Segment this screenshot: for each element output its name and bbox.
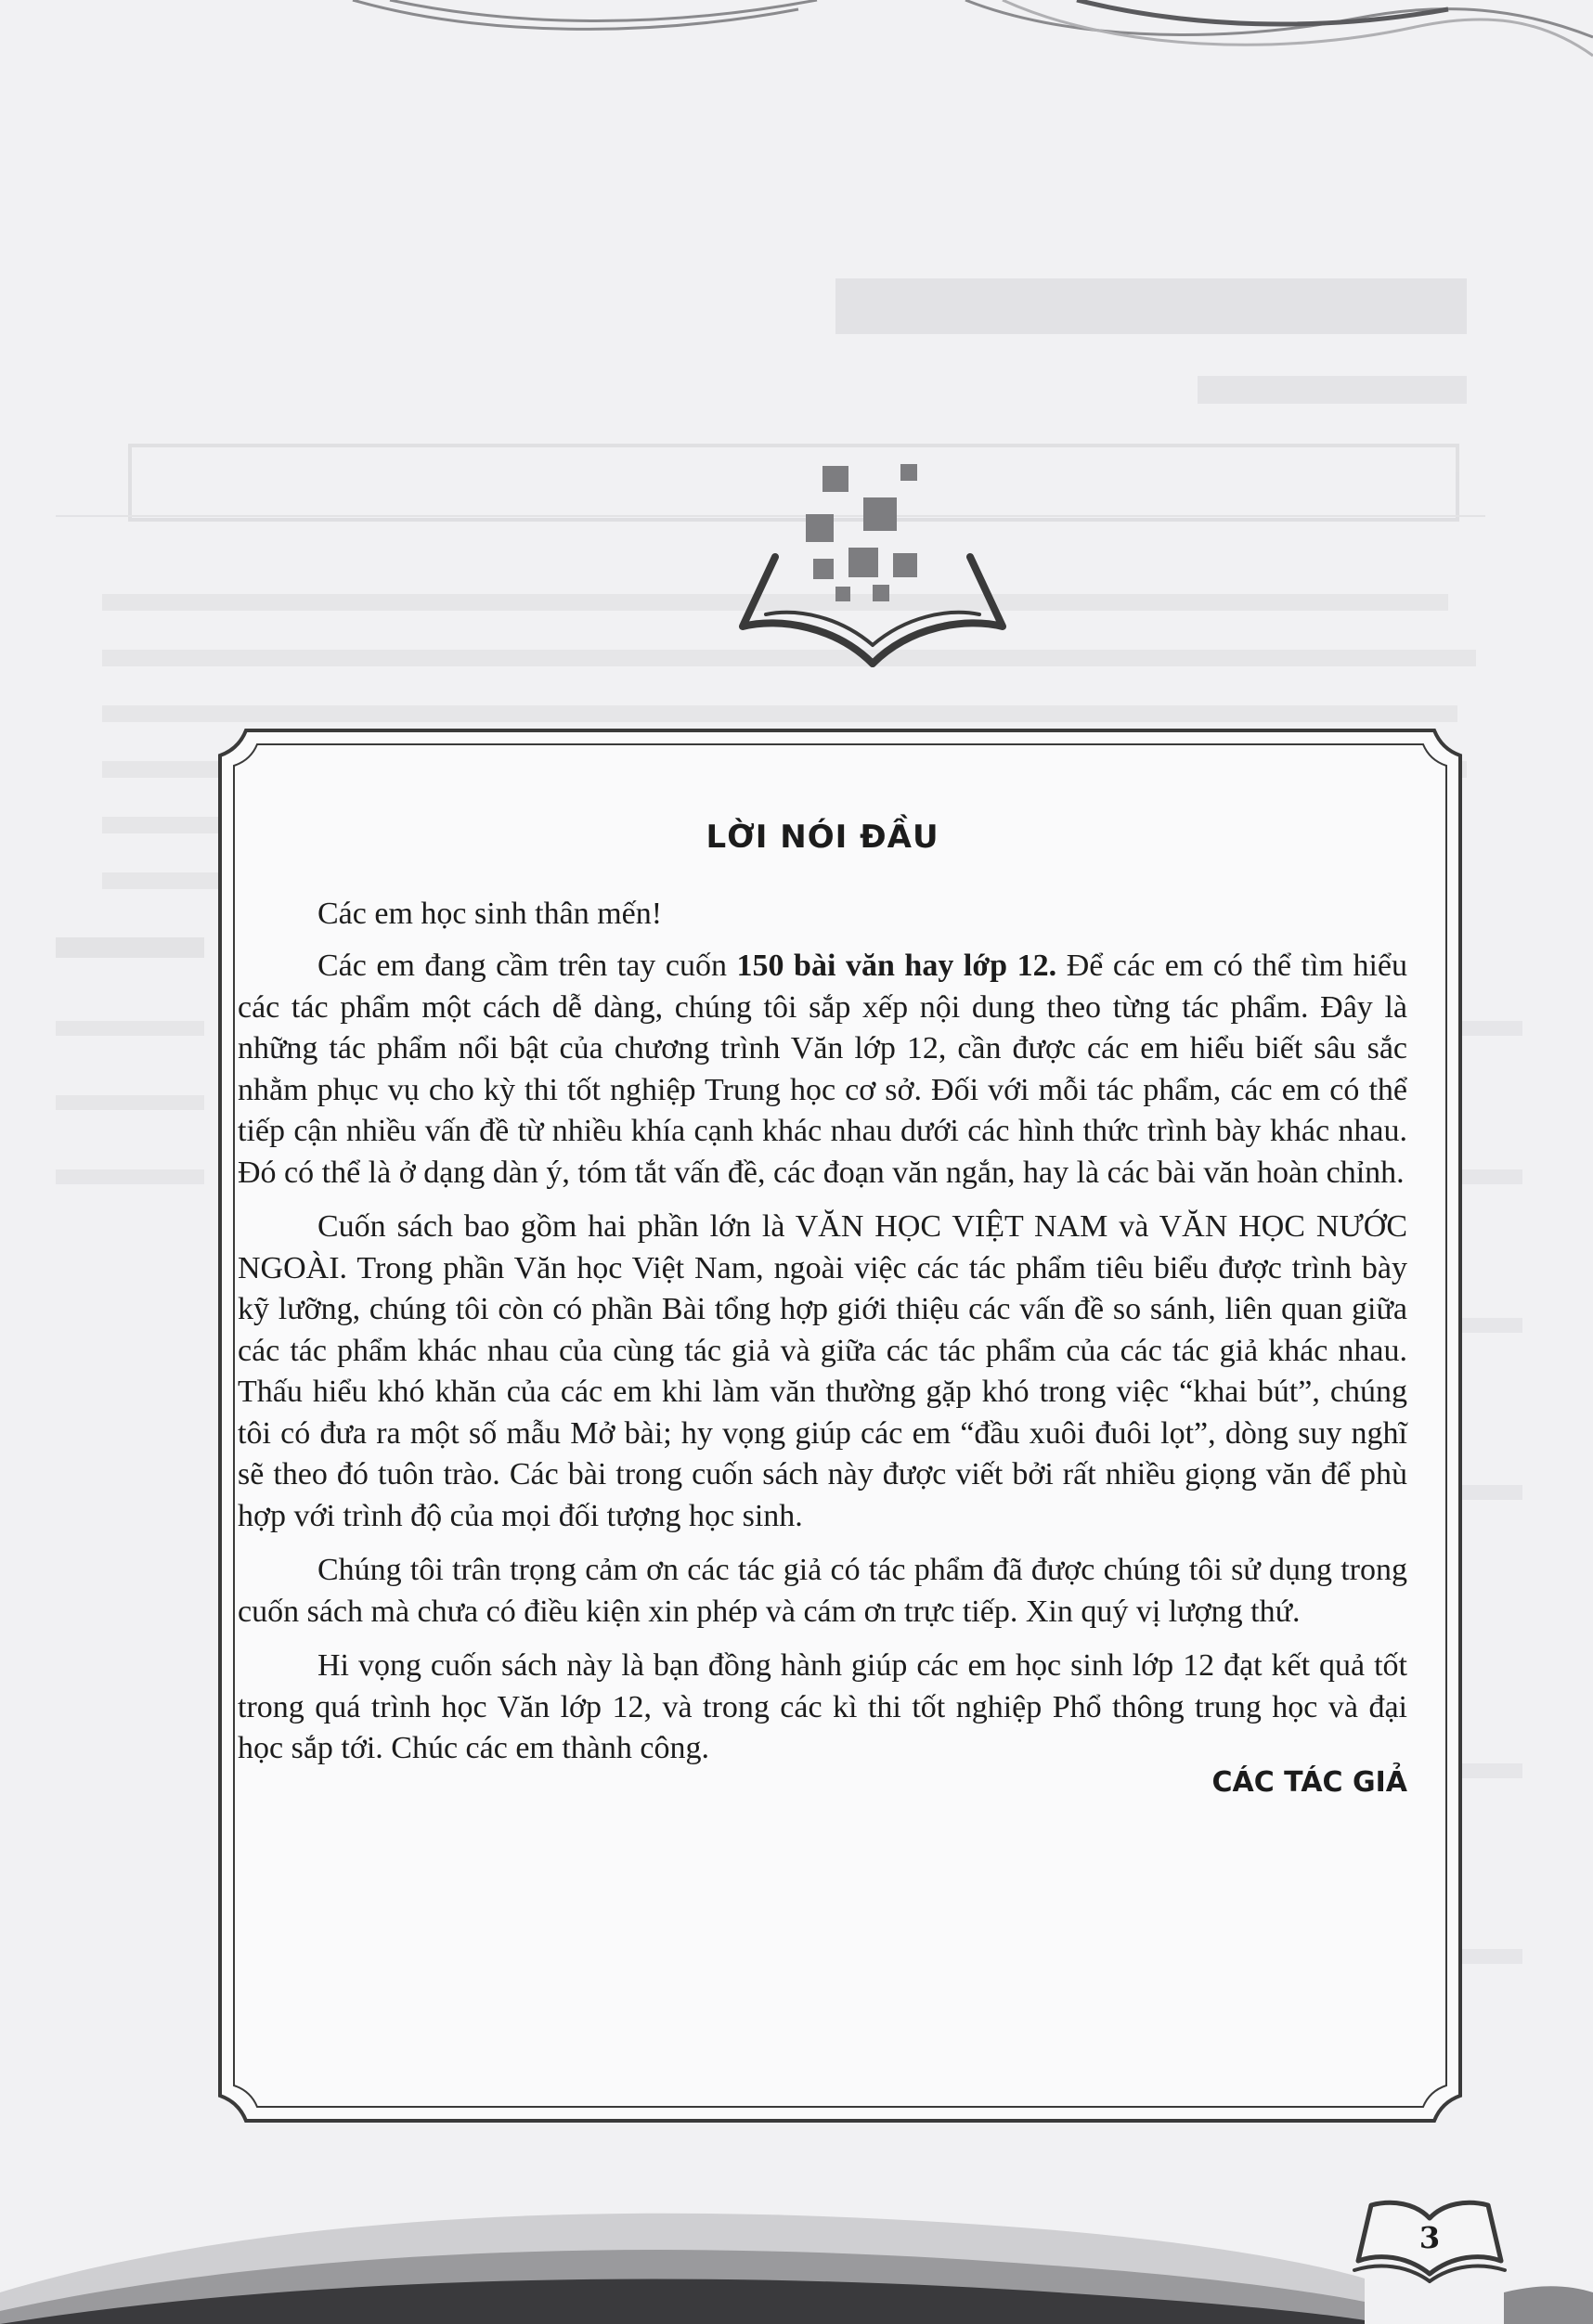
open-book-emblem-icon (733, 455, 1012, 687)
page-number: 3 (1418, 2220, 1441, 2255)
paragraph-intro-lead: Các em đang cầm trên tay cuốn (317, 949, 737, 983)
paragraph-structure: Cuốn sách bao gồm hai phần lớn là VĂN HỌC VIỆT NAM và VĂN HỌC NƯỚC NGOÀI. Trong phần Văn học Việt Nam, ngoài việc các tác phẩm tiêu biểu được trình bày kỹ lưỡng, chúng tôi còn có phần Bài tổng hợp giới thiệu các vấn đề so sánh, liên quan giữa các tác phẩm khác nhau của cùng tác giả và giữa các tác phẩm của các tác giả khác nhau. Thấu hiểu khó khăn của các em khi làm văn thường gặp khó trong việc “khai bút”, chúng tôi có đưa ra một số mẫu Mở bài; hy vọng giúp các em “đầu xuôi đuôi lọt”, dòng suy nghĩ sẽ theo đó tuôn trào. Các bài trong cuốn sách này được viết bởi rất nhiều giọng văn để phù hợp với trình độ của mọi đối tượng học sinh. (238, 1209, 1407, 1533)
preface-content (238, 798, 1407, 1803)
paragraph-intro (238, 946, 1407, 1194)
paragraph-intro-body: Để các em có thể tìm hiểu các tác phẩm một cách dễ dàng, chúng tôi sắp xếp nội dung theo từng tác phẩm. Đây là những tác phẩm nổi bật của chương trình Văn lớp 12, cần được các em hiểu biết sâu sắc nhằm phục vụ cho kỳ thi tốt nghiệp Trung học cơ sở. Đối với mỗi tác phẩm, các em có thể tiếp cận nhiều vấn đề từ nhiều khía cạnh khác nhau dưới các hình thức trình bày khác nhau. Đó có thể là ở dạng dàn ý, tóm tắt vấn đề, các đoạn văn ngắn, hay là các bài văn hoàn chỉnh. (238, 949, 1407, 1190)
signature: CÁC TÁC GIẢ (1211, 1765, 1407, 1799)
top-swirl-ornament (353, 0, 1593, 56)
paragraph-wishes: Hi vọng cuốn sách này là bạn đồng hành giúp các em học sinh lớp 12 đạt kết quả tốt trong quá trình học Văn lớp 12, và trong các kì thi tốt nghiệp Phổ thông trung học và đại học sắp tới. Chúc các em thành công. (238, 1648, 1407, 1765)
book-title: 150 bài văn hay lớp 12. (736, 949, 1057, 983)
greeting: Các em học sinh thân mến! (317, 896, 663, 931)
paragraph-thanks: Chúng tôi trân trọng cảm ơn các tác giả có tác phẩm đã được chúng tôi sử dụng trong cuốn sách mà chưa có điều kiện xin phép và cám ơn trực tiếp. Xin quý vị lượng thứ. (238, 1553, 1407, 1629)
page-title: LỜI NÓI ĐẦU (706, 819, 939, 856)
